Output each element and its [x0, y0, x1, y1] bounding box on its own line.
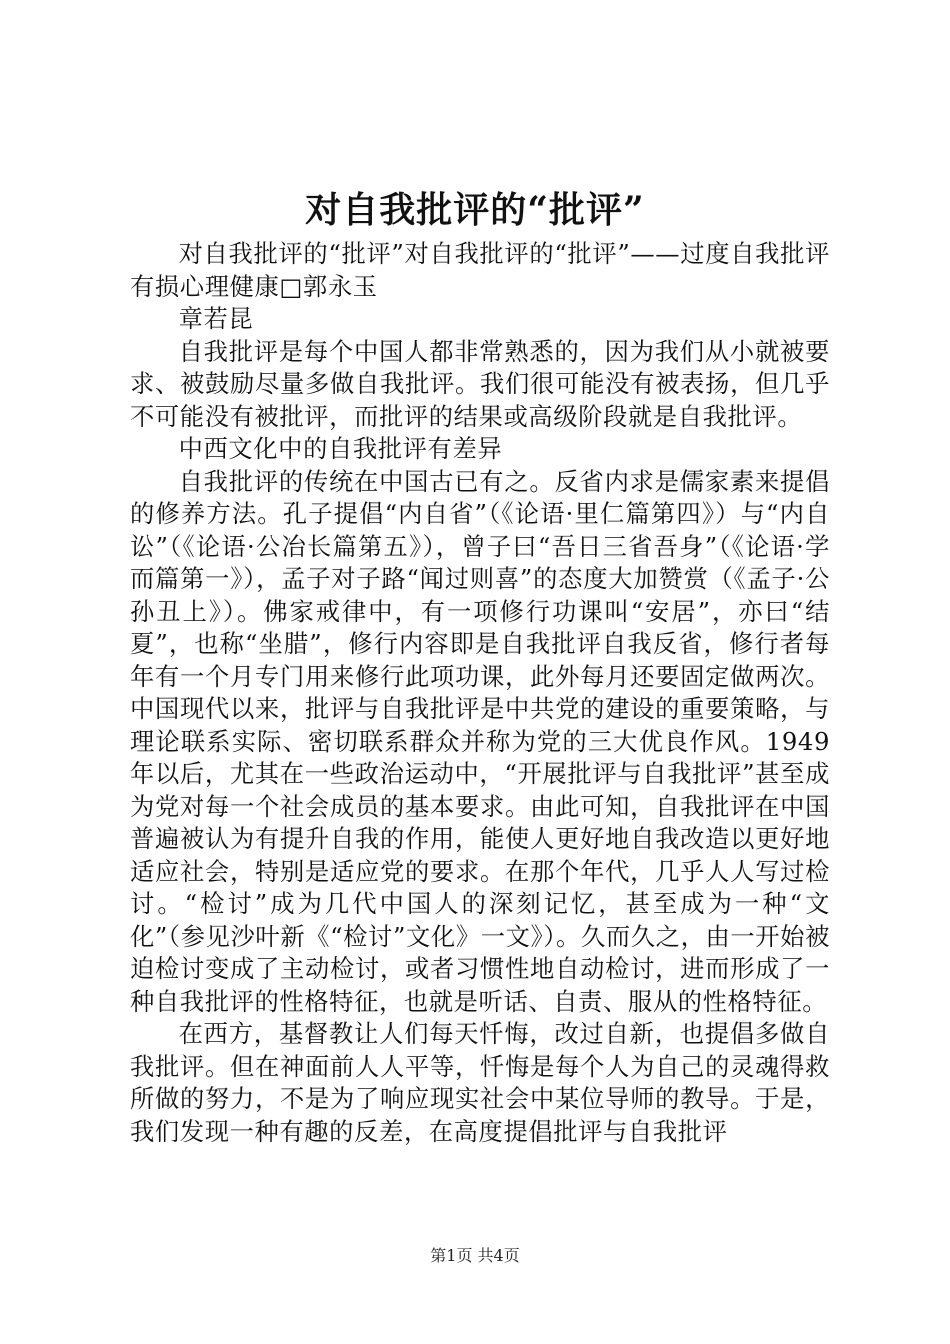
paragraph-chinese-tradition: 自我批评的传统在中国古已有之。反省内求是儒家素来提倡的修养方法。孔子提倡“内自省”（《论语·里仁篇第四》）与“内自讼”（《论语·公冶长篇第五》），曾子曰“吾日三省吾身”（《论语·学而篇第一》），孟子对子路“闻过则喜”的态度大加赞赏（《孟子·公孙丑上》）。佛家戒律中，有一项修行功课叫“安居”，亦曰“结夏”，也称“坐腊”，修行内容即是自我批评自我反省，修行者每年有一个月专门用来修行此项功课，此外每月还要固定做两次。中国现代以来，批评与自我批评是中共党的建设的重要策略，与理论联系实际、密切联系群众并称为党的三大优良作风。1949年以后，尤其在一些政治运动中，“开展批评与自我批评”甚至成为党对每一个社会成员的基本要求。由此可知，自我批评在中国普遍被认为有提升自我的作用，能使人更好地自我改造以更好地适应社会，特别是适应党的要求。在那个年代，几乎人人写过检讨。“检讨”成为几代中国人的深刻记忆，甚至成为一种“文化”（参见沙叶新《“检讨”文化》一文》）。久而久之，由一开始被迫检讨变成了主动检讨，或者习惯性地自动检讨，进而形成了一种自我批评的性格特征，也就是听话、自责、服从的性格特征。	[130, 466, 830, 1016]
section-heading: 中西文化中的自我批评有差异	[178, 434, 503, 463]
paragraph-author: 章若昆	[178, 304, 254, 333]
page-number-footer: 第1页 共4页	[430, 1246, 520, 1265]
paragraph-western-tradition: 在西方，基督教让人们每天忏悔，改过自新，也提倡多做自我批评。但在神面前人人平等，忏悔是每个人为自己的灵魂得救所做的努力，不是为了响应现实社会中某位导师的教导。于是，我们发现一种有趣的反差，在高度提倡批评与自我批评	[130, 1019, 830, 1146]
paragraph-subtitle: 对自我批评的“批评”对自我批评的“批评”——过度自我批评有损心理健康□郭永玉	[130, 239, 830, 301]
document-body	[130, 238, 830, 1148]
paragraph-intro: 自我批评是每个中国人都非常熟悉的，因为我们从小就被要求、被鼓励尽量多做自我批评。我们很可能没有被表扬，但几乎不可能没有被批评，而批评的结果或高级阶段就是自我批评。	[130, 336, 830, 431]
document-title: 对自我批评的“批评”	[305, 189, 645, 231]
